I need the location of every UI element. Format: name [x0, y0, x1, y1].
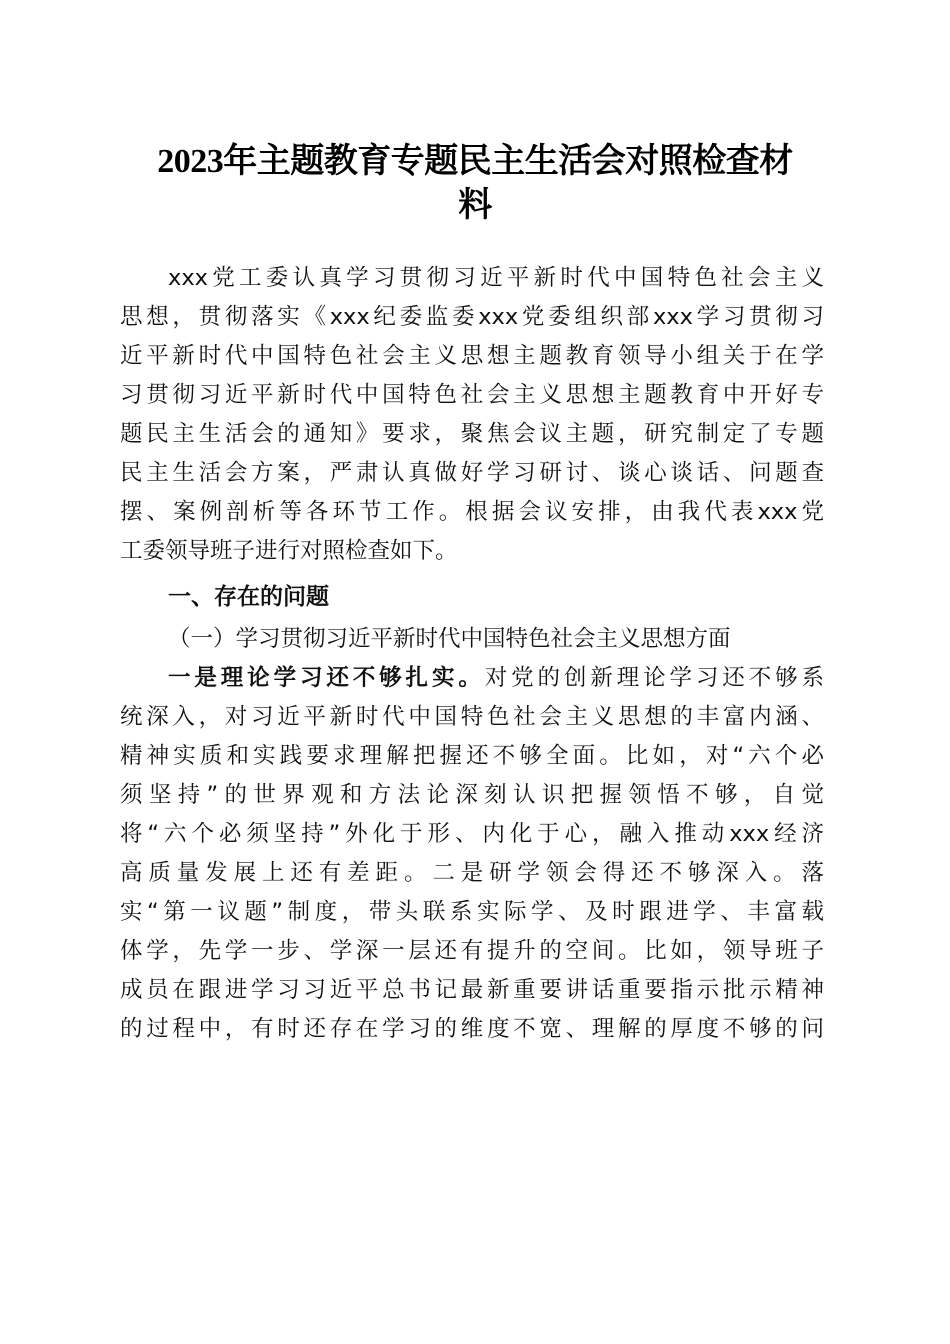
point-1-line: 成员在跟进学习习近平总书记最新重要讲话重要指示批示精神	[120, 977, 824, 1003]
point-1-line: 高质量发展上还有差距。二是研学领会得还不够深入。落	[120, 860, 824, 886]
point-1-line: 的过程中，有时还存在学习的维度不宽、理解的厚度不够的问	[120, 1016, 824, 1042]
point-1-line: 实“第一议题”制度，带头联系实际学、及时跟进学、丰富载	[120, 899, 824, 925]
section-heading-problems: 一、存在的问题	[168, 584, 329, 610]
point-1-first-line-rest: 对党的创新理论学习还不够系	[484, 665, 824, 691]
intro-paragraph-line: 近平新时代中国特色社会主义思想主题教育领导小组关于在学	[120, 343, 824, 369]
subsection-heading-study: （一）学习贯彻习近平新时代中国特色社会主义思想方面	[168, 626, 731, 652]
point-1-line: 体学，先学一步、学深一层还有提升的空间。比如，领导班子	[120, 938, 824, 964]
intro-paragraph-line: 民主生活会方案，严肃认真做好学习研讨、谈心谈话、问题查	[120, 460, 824, 486]
document-title-line-2: 料	[458, 187, 492, 224]
intro-paragraph-line: 摆、案例剖析等各环节工作。根据会议安排，由我代表xxx党	[120, 499, 824, 525]
document-title-line-1: 2023年主题教育专题民主生活会对照检查材	[157, 143, 793, 180]
intro-paragraph-line: 思想，贯彻落实《xxx纪委监委xxx党委组织部xxx学习贯彻习	[120, 304, 824, 330]
intro-paragraph-line: 工委领导班子进行对照检查如下。	[120, 538, 458, 564]
point-1-lead: 一是理论学习还不够扎实。	[168, 665, 485, 691]
intro-paragraph-line: 习贯彻习近平新时代中国特色社会主义思想主题教育中开好专	[120, 382, 824, 408]
intro-paragraph-line: xxx党工委认真学习贯彻习近平新时代中国特色社会主义	[168, 265, 824, 291]
point-1-line: 精神实质和实践要求理解把握还不够全面。比如，对“六个必	[120, 743, 824, 769]
point-1-line: 统深入，对习近平新时代中国特色社会主义思想的丰富内涵、	[120, 704, 824, 730]
point-1-line: 须坚持”的世界观和方法论深刻认识把握领悟不够，自觉	[120, 782, 824, 808]
intro-paragraph-line: 题民主生活会的通知》要求，聚焦会议主题，研究制定了专题	[120, 421, 824, 447]
point-1-line: 将“六个必须坚持”外化于形、内化于心，融入推动xxx经济	[120, 821, 824, 847]
point-1-first-line	[168, 659, 824, 698]
